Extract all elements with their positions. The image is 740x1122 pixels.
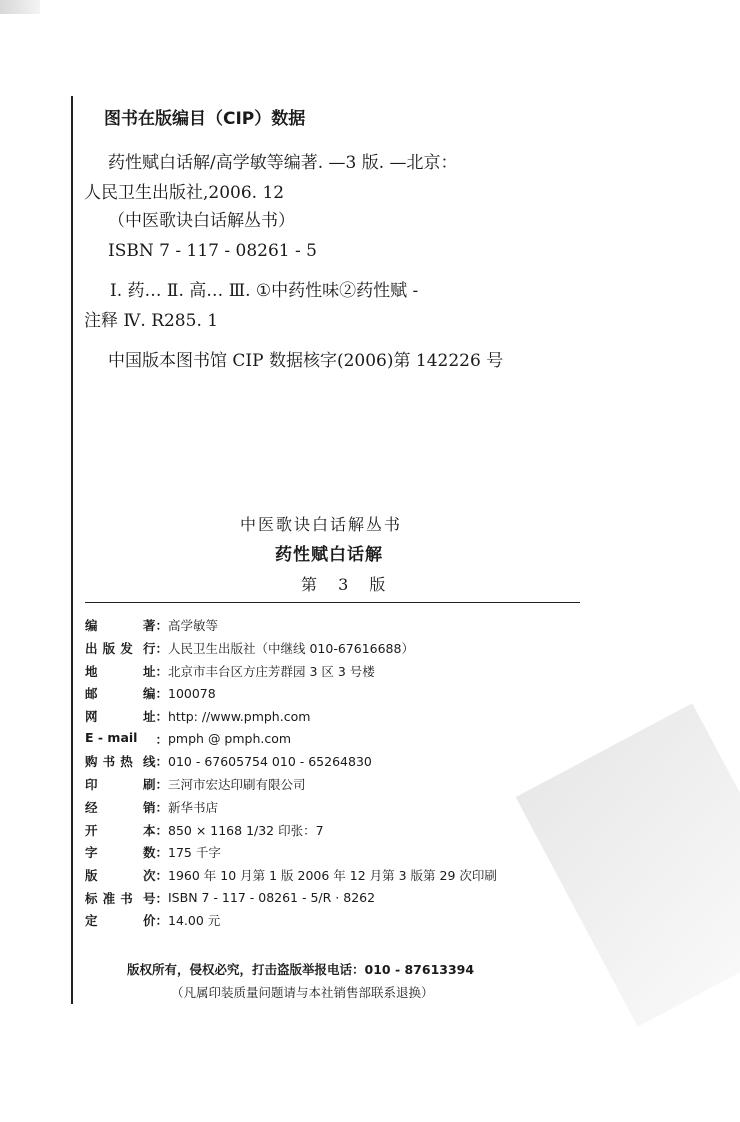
publication-label: 开 本 ： xyxy=(85,822,169,838)
publication-label: 出 版 发 行 ： xyxy=(85,641,169,657)
publication-value: 人民卫生出版社（中继线 010-67616688） xyxy=(168,641,414,657)
publication-value: 850 × 1168 1/32 印张：7 xyxy=(168,822,324,838)
publication-value: pmph @ pmph.com xyxy=(168,731,292,747)
publication-row xyxy=(85,659,605,682)
publication-value: 010 - 67605754 010 - 65264830 xyxy=(168,753,372,769)
publication-value: 1960 年 10 月第 1 版 2006 年 12 月第 3 版第 29 次印刷 xyxy=(168,867,497,883)
publication-value: ISBN 7 - 117 - 08261 - 5/R · 8262 xyxy=(168,890,376,906)
publication-row xyxy=(85,750,605,773)
publication-label: 邮 编 ： xyxy=(85,686,169,702)
publication-label: 字 数 ： xyxy=(85,845,169,861)
cip-line-title: 药性赋白话解/高学敏等编著. —3 版. —北京： xyxy=(108,153,458,173)
publication-row xyxy=(85,909,605,932)
publication-value: 100078 xyxy=(168,685,216,701)
publication-value: 三河市宏达印刷有限公司 xyxy=(168,777,306,793)
publication-row xyxy=(85,705,605,728)
publication-value: 北京市丰台区方庄芳群园 3 区 3 号楼 xyxy=(168,663,375,679)
publication-row xyxy=(85,796,605,819)
cip-line-isbn: ISBN 7 - 117 - 08261 - 5 xyxy=(108,241,317,261)
cip-line-series: （中医歌诀白话解丛书） xyxy=(108,211,295,231)
publication-label: 地 址 ： xyxy=(85,663,169,679)
publication-label: 定 价 ： xyxy=(85,913,169,929)
publication-label: 编 著 ： xyxy=(85,618,169,634)
publication-row xyxy=(85,886,605,909)
publication-label: 版 次 ： xyxy=(85,867,169,883)
cip-line-classification: 注释 Ⅳ. R285. 1 xyxy=(84,311,219,331)
series-name: 中医歌诀白话解丛书 xyxy=(240,515,403,534)
publication-row xyxy=(85,864,605,887)
publication-value: 新华书店 xyxy=(168,799,219,815)
scan-corner-mark xyxy=(0,0,40,14)
book-title: 药性赋白话解 xyxy=(275,545,383,565)
publication-label: 购 书 热 线 ： xyxy=(85,754,169,770)
publication-label: 印 刷 ： xyxy=(85,777,169,793)
cip-line-publisher: 人民卫生出版社,2006. 12 xyxy=(84,183,285,203)
returns-note: （凡属印装质量问题请与本社销售部联系退换） xyxy=(171,985,434,1000)
cip-line-record-number: 中国版本图书馆 CIP 数据核字(2006)第 142226 号 xyxy=(108,351,504,371)
publication-value: 高学敏等 xyxy=(168,618,219,634)
cip-heading: 图书在版编目（CIP）数据 xyxy=(104,109,306,129)
divider-rule xyxy=(85,602,580,603)
publication-row xyxy=(85,637,605,660)
margin-rule xyxy=(71,96,73,1004)
publication-row xyxy=(85,773,605,796)
publication-value: http: //www.pmph.com xyxy=(168,708,311,724)
copyright-notice: 版权所有，侵权必究，打击盗版举报电话：010 - 87613394 xyxy=(127,962,475,977)
publication-row xyxy=(85,841,605,864)
publication-row xyxy=(85,818,605,841)
cip-line-subjects: Ⅰ. 药… Ⅱ. 高… Ⅲ. ①中药性味②药性赋 - xyxy=(110,281,419,301)
publication-label: 标 准 书 号 ： xyxy=(85,890,169,906)
publication-label: E - mail ： xyxy=(85,729,168,747)
publication-row xyxy=(85,727,605,750)
publication-value: 14.00 元 xyxy=(168,913,221,929)
publication-info xyxy=(85,614,605,932)
publication-row xyxy=(85,614,605,637)
publication-row xyxy=(85,682,605,705)
publication-label: 网 址 ： xyxy=(85,709,169,725)
publication-value: 175 千字 xyxy=(168,845,221,861)
edition-label: 第 3 版 xyxy=(301,575,394,594)
publication-label: 经 销 ： xyxy=(85,799,169,815)
